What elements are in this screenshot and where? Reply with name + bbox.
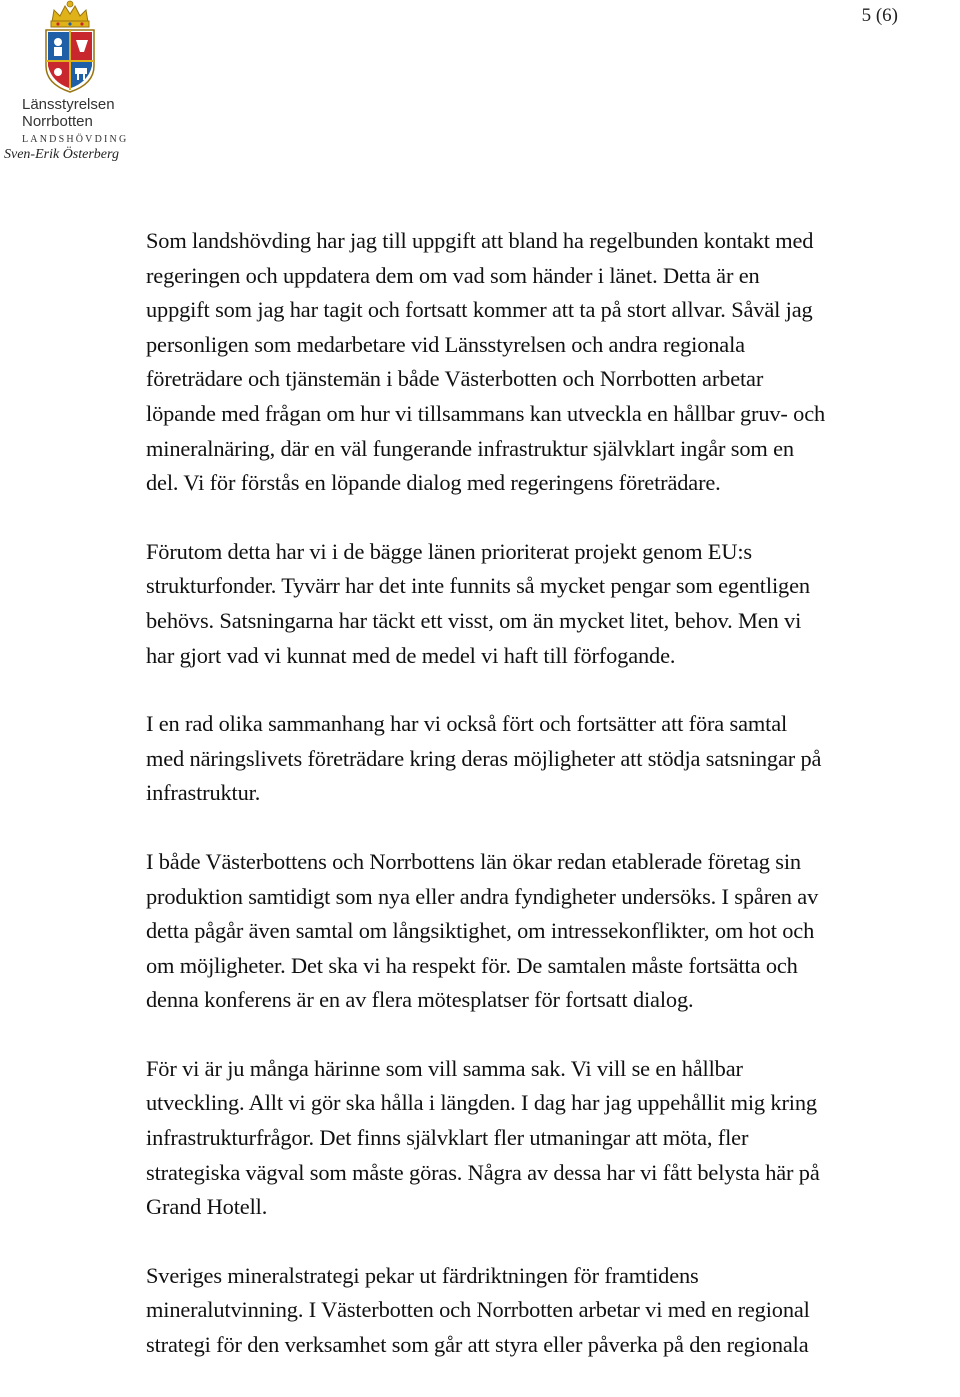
text-line: strategiska vägval som måste göras. Några av dessa har vi fått belysta här på: [146, 1159, 820, 1185]
shield-icon: [46, 30, 94, 92]
text-line: företrädare och tjänstemän i både Västerbotten och Norrbotten arbetar: [146, 366, 764, 392]
text-line: produktion samtidigt som nya eller andra fyndigheter undersöks. I spåren av: [146, 883, 819, 909]
organization-name-line-1: Länsstyrelsen: [22, 96, 115, 113]
text-line: utveckling. Allt vi gör ska hålla i längden. I dag har jag uppehållit mig kring: [146, 1090, 817, 1116]
paragraph-5: [146, 1052, 960, 1225]
text-line: infrastrukturfrågor. Det finns självklart fler utmaningar att möta, fler: [146, 1125, 749, 1151]
page-number: 5 (6): [861, 5, 898, 26]
paragraph-6: [146, 1259, 960, 1363]
official-title: LANDSHÖVDING: [22, 134, 129, 145]
text-line: har gjort vad vi kunnat med de medel vi haft till förfogande.: [146, 642, 676, 668]
official-name: Sven-Erik Österberg: [4, 147, 119, 162]
coat-of-arms-icon: [38, 0, 102, 96]
text-line: För vi är ju många härinne som vill samma sak. Vi vill se en hållbar: [146, 1055, 743, 1081]
text-line: mineralutvinning. I Västerbotten och Norrbotten arbetar vi med en regional: [146, 1297, 810, 1323]
text-line: infrastruktur.: [146, 780, 261, 806]
text-line: Grand Hotell.: [146, 1194, 268, 1220]
text-line: regeringen och uppdatera dem om vad som händer i länet. Detta är en: [146, 262, 760, 288]
text-line: strategi för den verksamhet som går att styra eller påverka på den regionala: [146, 1332, 809, 1358]
text-line: denna konferens är en av flera mötesplatser för fortsatt dialog.: [146, 987, 694, 1013]
text-line: om möjligheter. Det ska vi ha respekt för. De samtalen måste fortsätta och: [146, 952, 798, 978]
text-line: Sveriges mineralstrategi pekar ut färdriktningen för framtidens: [146, 1262, 699, 1288]
paragraph-1: [146, 224, 960, 501]
text-line: Som landshövding har jag till uppgift att bland ha regelbunden kontakt med: [146, 228, 814, 253]
organization-name-line-2: Norrbotten: [22, 113, 93, 130]
text-line: mineralnäring, där en väl fungerande infrastruktur självklart ingår som en: [146, 435, 794, 461]
text-line: detta pågår även samtal om långsiktighet, om intressekonflikter, om hot och: [146, 918, 815, 944]
text-line: I en rad olika sammanhang har vi också fört och fortsätter att föra samtal: [146, 711, 788, 737]
crown-icon: [51, 1, 89, 27]
text-line: personligen som medarbetare vid Länsstyrelsen och andra regionala: [146, 331, 745, 357]
text-line: I både Västerbottens och Norrbottens län ökar redan etablerade företag sin: [146, 848, 801, 874]
text-line: behövs. Satsningarna har täckt ett visst, om än mycket litet, behov. Men vi: [146, 607, 802, 633]
text-line: med näringslivets företrädare kring deras möjligheter att stödja satsningar på: [146, 745, 822, 771]
text-line: del. Vi för förstås en löpande dialog med regeringens företrädare.: [146, 470, 721, 496]
paragraph-3: [146, 707, 960, 811]
letter-body: [146, 224, 960, 1397]
paragraph-4: [146, 845, 960, 1018]
text-line: uppgift som jag har tagit och fortsatt kommer att ta på stort allvar. Såväl jag: [146, 297, 813, 323]
paragraph-2: [146, 535, 960, 673]
text-line: Förutom detta har vi i de bägge länen prioriterat projekt genom EU:s: [146, 538, 752, 564]
lansstyrelsen-logo: [4, 0, 130, 170]
text-line: strukturfonder. Tyvärr har det inte funnits så mycket pengar som egentligen: [146, 573, 810, 599]
text-line: löpande med frågan om hur vi tillsammans kan utveckla en hållbar gruv- och: [146, 400, 826, 426]
